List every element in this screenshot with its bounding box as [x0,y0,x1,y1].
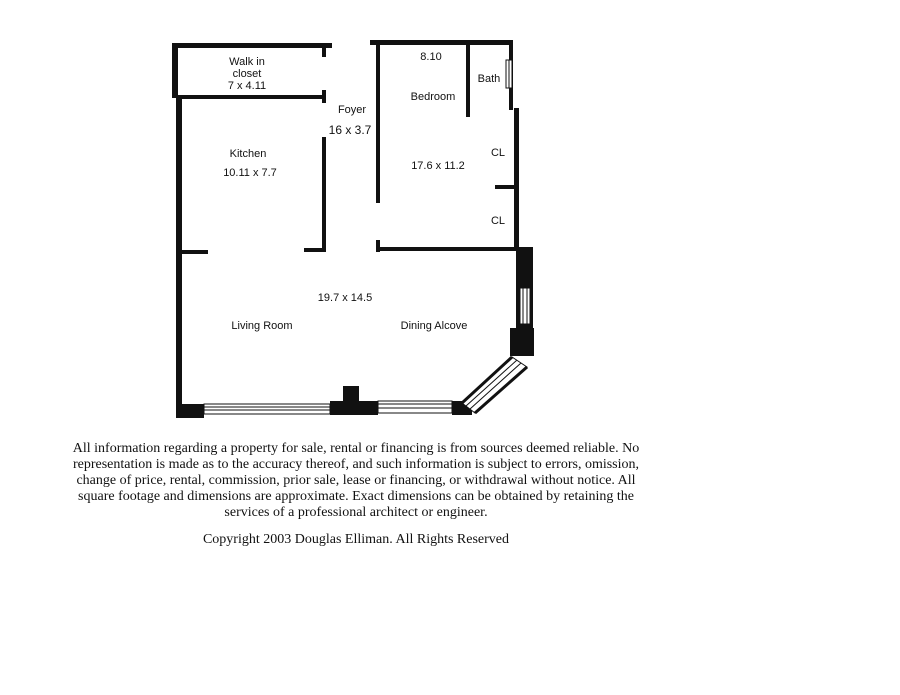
wall-kitchen-bottom-left [180,250,208,254]
kitchen-dims: 10.11 x 7.7 [223,167,277,179]
wall-kitchen-bottom-right [304,248,326,252]
wall-left-upper [172,43,178,98]
wall-bedroom-bottom [376,247,516,251]
window-right [520,288,530,324]
bath-label: Bath [477,73,501,85]
room-labels [223,51,505,332]
closet-cl-2-label: CL [490,215,506,227]
dining-alcove-label: Dining Alcove [400,320,468,332]
closet-label-line1: Walk in [229,56,265,68]
wall-column [343,386,359,406]
kitchen-label: Kitchen [229,148,267,160]
walls [172,40,534,418]
wall-closet-bottom [176,95,326,99]
bedroom-label: Bedroom [410,91,456,103]
foyer-dims: 16 x 3.7 [328,123,372,137]
foyer-label: Foyer [337,104,367,116]
wall-closet-stub [322,46,326,57]
wall-closet-stub-2 [322,90,326,103]
wall-right-upper [514,108,519,251]
bedroom-dims: 17.6 x 11.2 [411,160,465,172]
wall-bath-left [466,43,470,117]
wall-bedroom-left [376,43,380,203]
wall-top-left [172,43,332,48]
copyright-text: Copyright 2003 Douglas Elliman. All Rights Reserved [202,532,510,547]
wall-cl-divider [495,185,515,189]
closet-label-line2: closet [232,68,262,80]
window-diagonal [462,357,527,413]
closet-dims: 7 x 4.11 [227,80,267,92]
wall-left-lower [176,96,182,416]
wall-dining-pillar [510,328,534,356]
wall-top-right [370,40,512,45]
wall-bottom-left [176,404,204,418]
wall-kitchen-right [322,137,326,251]
window-bottom-right [378,401,452,413]
closet-cl-1-label: CL [490,147,506,159]
living-room-dims: 19.7 x 14.5 [317,292,373,304]
bedroom-width-note: 8.10 [420,51,442,63]
disclaimer-text: All information regarding a property for sale, rental or financing is from sources deemed reliable. No representation is made as to the accuracy thereof, and such information is subject to errors, omission, change of price, rental, commission, prior sale, lease or financing, or withdrawal without notice. All square footage and dimensions are approximate. Exact dimensions can be obtained by retaining the services of a professional architect or engineer. [72,441,640,520]
windows [204,60,530,414]
window-bottom-left [204,404,330,414]
living-room-label: Living Room [231,320,293,332]
